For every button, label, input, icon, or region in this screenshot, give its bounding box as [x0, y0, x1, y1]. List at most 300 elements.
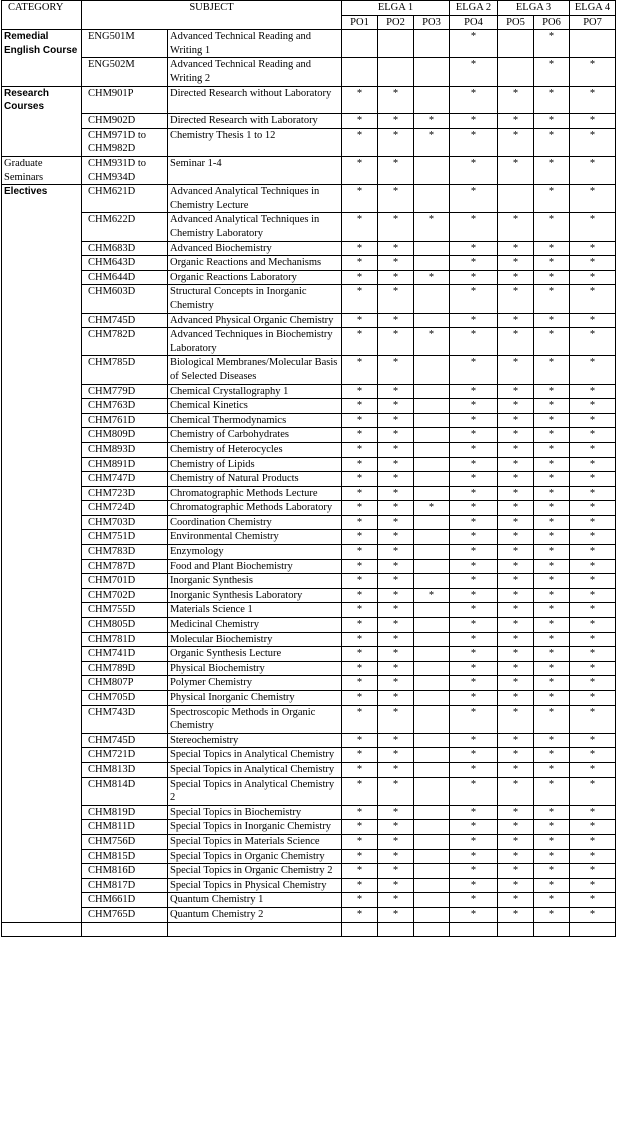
po3-mark	[414, 472, 450, 487]
po6-mark: *	[534, 58, 570, 86]
table-row	[2, 574, 616, 589]
po1-mark: *	[342, 661, 378, 676]
category-cell	[2, 413, 82, 428]
po1-mark: *	[342, 691, 378, 706]
category-cell	[2, 864, 82, 879]
po2-mark: *	[378, 442, 414, 457]
po6-mark: *	[534, 588, 570, 603]
po6-mark: *	[534, 501, 570, 516]
table-row	[2, 705, 616, 733]
po2-mark: *	[378, 705, 414, 733]
table-row	[2, 647, 616, 662]
category-cell	[2, 545, 82, 560]
po1-mark: *	[342, 748, 378, 763]
po7-mark: *	[570, 820, 616, 835]
category-cell	[2, 691, 82, 706]
table-row	[2, 285, 616, 313]
po3-mark: *	[414, 128, 450, 156]
course-title: Special Topics in Organic Chemistry 2	[168, 864, 342, 879]
po5-mark: *	[498, 603, 534, 618]
po3-mark	[414, 618, 450, 633]
po2-mark: *	[378, 472, 414, 487]
po3-mark	[414, 777, 450, 805]
po3-mark	[414, 285, 450, 313]
course-title: Advanced Technical Reading and Writing 1	[168, 30, 342, 58]
po5-mark: *	[498, 849, 534, 864]
po5-mark: *	[498, 748, 534, 763]
po2-mark: *	[378, 805, 414, 820]
po1-mark: *	[342, 530, 378, 545]
po4-mark: *	[450, 733, 498, 748]
po3-mark	[414, 878, 450, 893]
category-cell	[2, 328, 82, 356]
po5-mark: *	[498, 384, 534, 399]
po7-mark: *	[570, 588, 616, 603]
course-title: Spectroscopic Methods in Organic Chemistry	[168, 705, 342, 733]
category-cell	[2, 241, 82, 256]
po2-mark: *	[378, 849, 414, 864]
table-row	[2, 328, 616, 356]
course-title: Materials Science 1	[168, 603, 342, 618]
po5-mark: *	[498, 820, 534, 835]
po4-mark: *	[450, 356, 498, 384]
po4-mark: *	[450, 185, 498, 213]
po6-mark: *	[534, 834, 570, 849]
po5-mark: *	[498, 878, 534, 893]
course-code: CHM811D	[82, 820, 168, 835]
table-row	[2, 748, 616, 763]
course-title: Advanced Biochemistry	[168, 241, 342, 256]
po4-mark: *	[450, 114, 498, 129]
po4-mark: *	[450, 676, 498, 691]
header-po2: PO2	[378, 15, 414, 30]
category-cell	[2, 270, 82, 285]
course-code: CHM745D	[82, 313, 168, 328]
category-cell	[2, 384, 82, 399]
po7-mark: *	[570, 661, 616, 676]
category-cell	[2, 213, 82, 241]
po5-mark: *	[498, 907, 534, 922]
course-title: Advanced Analytical Techniques in Chemistry Laboratory	[168, 213, 342, 241]
empty-cell	[378, 922, 414, 936]
po2-mark: *	[378, 647, 414, 662]
category-cell	[2, 647, 82, 662]
table-row	[2, 356, 616, 384]
po3-mark	[414, 907, 450, 922]
po6-mark: *	[534, 893, 570, 908]
course-code: CHM765D	[82, 907, 168, 922]
po3-mark	[414, 313, 450, 328]
course-title: Environmental Chemistry	[168, 530, 342, 545]
course-code: CHM683D	[82, 241, 168, 256]
table-row	[2, 501, 616, 516]
category-cell	[2, 313, 82, 328]
po2-mark: *	[378, 86, 414, 114]
empty-cell	[82, 922, 168, 936]
empty-cell	[534, 922, 570, 936]
course-title: Structural Concepts in Inorganic Chemistry	[168, 285, 342, 313]
po7-mark: *	[570, 399, 616, 414]
course-code: CHM724D	[82, 501, 168, 516]
category-cell	[2, 632, 82, 647]
course-title: Chemistry of Natural Products	[168, 472, 342, 487]
category-cell	[2, 762, 82, 777]
course-title: Chromatographic Methods Laboratory	[168, 501, 342, 516]
category-cell	[2, 256, 82, 271]
po6-mark: *	[534, 878, 570, 893]
po1-mark: *	[342, 128, 378, 156]
po4-mark: *	[450, 313, 498, 328]
table-row	[2, 661, 616, 676]
po4-mark: *	[450, 820, 498, 835]
po1-mark: *	[342, 632, 378, 647]
table-row	[2, 632, 616, 647]
po4-mark: *	[450, 213, 498, 241]
po5-mark: *	[498, 805, 534, 820]
table-row	[2, 185, 616, 213]
po2-mark: *	[378, 285, 414, 313]
po5-mark: *	[498, 647, 534, 662]
po1-mark: *	[342, 442, 378, 457]
course-code: CHM603D	[82, 285, 168, 313]
po6-mark: *	[534, 30, 570, 58]
po7-mark: *	[570, 762, 616, 777]
po6-mark: *	[534, 733, 570, 748]
course-title: Special Topics in Analytical Chemistry	[168, 762, 342, 777]
po7-mark: *	[570, 256, 616, 271]
category-cell	[2, 748, 82, 763]
course-code: CHM644D	[82, 270, 168, 285]
po3-mark	[414, 157, 450, 185]
po3-mark	[414, 256, 450, 271]
po5-mark: *	[498, 893, 534, 908]
table-row	[2, 777, 616, 805]
po5-mark: *	[498, 574, 534, 589]
course-title: Advanced Analytical Techniques in Chemistry Lecture	[168, 185, 342, 213]
course-code: ENG502M	[82, 58, 168, 86]
category-cell	[2, 501, 82, 516]
header-elga-2: ELGA 2	[450, 1, 498, 16]
po5-mark: *	[498, 545, 534, 560]
po5-mark: *	[498, 356, 534, 384]
course-code: CHM701D	[82, 574, 168, 589]
course-code: CHM902D	[82, 114, 168, 129]
table-body	[2, 30, 616, 936]
category-cell	[2, 457, 82, 472]
po1-mark: *	[342, 157, 378, 185]
po7-mark: *	[570, 864, 616, 879]
po7-mark: *	[570, 285, 616, 313]
table-row	[2, 128, 616, 156]
po2-mark: *	[378, 559, 414, 574]
po1-mark: *	[342, 328, 378, 356]
header-po7: PO7	[570, 15, 616, 30]
table-row	[2, 486, 616, 501]
po5-mark: *	[498, 762, 534, 777]
category-cell	[2, 603, 82, 618]
po1-mark: *	[342, 413, 378, 428]
po5-mark: *	[498, 128, 534, 156]
course-title: Special Topics in Biochemistry	[168, 805, 342, 820]
category-cell	[2, 676, 82, 691]
po3-mark	[414, 356, 450, 384]
po1-mark: *	[342, 545, 378, 560]
po3-mark	[414, 748, 450, 763]
course-code: CHM747D	[82, 472, 168, 487]
po1-mark: *	[342, 820, 378, 835]
po5-mark: *	[498, 486, 534, 501]
po6-mark: *	[534, 849, 570, 864]
po1-mark: *	[342, 356, 378, 384]
po3-mark: *	[414, 588, 450, 603]
po1-mark	[342, 30, 378, 58]
po3-mark: *	[414, 501, 450, 516]
po2-mark: *	[378, 399, 414, 414]
po2-mark: *	[378, 128, 414, 156]
po7-mark: *	[570, 530, 616, 545]
table-row	[2, 472, 616, 487]
po1-mark: *	[342, 270, 378, 285]
table-row	[2, 530, 616, 545]
table-row	[2, 733, 616, 748]
po1-mark: *	[342, 114, 378, 129]
table-row	[2, 878, 616, 893]
category-cell	[2, 834, 82, 849]
category-cell	[2, 399, 82, 414]
course-title: Polymer Chemistry	[168, 676, 342, 691]
po1-mark: *	[342, 213, 378, 241]
po3-mark	[414, 893, 450, 908]
po1-mark: *	[342, 574, 378, 589]
po2-mark: *	[378, 328, 414, 356]
po5-mark	[498, 58, 534, 86]
po7-mark: *	[570, 128, 616, 156]
course-title: Chromatographic Methods Lecture	[168, 486, 342, 501]
po4-mark: *	[450, 805, 498, 820]
po1-mark: *	[342, 241, 378, 256]
po4-mark: *	[450, 30, 498, 58]
po3-mark: *	[414, 114, 450, 129]
po1-mark: *	[342, 588, 378, 603]
table-row	[2, 559, 616, 574]
po3-mark	[414, 632, 450, 647]
po4-mark: *	[450, 384, 498, 399]
po6-mark: *	[534, 356, 570, 384]
po7-mark: *	[570, 676, 616, 691]
po7-mark: *	[570, 86, 616, 114]
header-elga-1: ELGA 1	[342, 1, 450, 16]
po6-mark: *	[534, 820, 570, 835]
po5-mark: *	[498, 114, 534, 129]
empty-cell	[342, 922, 378, 936]
table-row	[2, 515, 616, 530]
po5-mark: *	[498, 313, 534, 328]
po2-mark: *	[378, 313, 414, 328]
course-code: CHM723D	[82, 486, 168, 501]
po4-mark: *	[450, 515, 498, 530]
po2-mark: *	[378, 157, 414, 185]
po4-mark: *	[450, 574, 498, 589]
po6-mark: *	[534, 285, 570, 313]
po7-mark: *	[570, 472, 616, 487]
po5-mark: *	[498, 241, 534, 256]
course-title: Biological Membranes/Molecular Basis of Selected Diseases	[168, 356, 342, 384]
po2-mark: *	[378, 588, 414, 603]
po7-mark: *	[570, 384, 616, 399]
course-title: Enzymology	[168, 545, 342, 560]
table-row	[2, 86, 616, 114]
po4-mark: *	[450, 457, 498, 472]
po4-mark: *	[450, 748, 498, 763]
po4-mark: *	[450, 647, 498, 662]
po7-mark: *	[570, 777, 616, 805]
table-row	[2, 457, 616, 472]
po3-mark	[414, 820, 450, 835]
course-title: Chemistry Thesis 1 to 12	[168, 128, 342, 156]
po6-mark: *	[534, 661, 570, 676]
po5-mark: *	[498, 457, 534, 472]
po4-mark: *	[450, 157, 498, 185]
po7-mark: *	[570, 413, 616, 428]
po7-mark: *	[570, 733, 616, 748]
po6-mark: *	[534, 270, 570, 285]
po2-mark: *	[378, 661, 414, 676]
po4-mark: *	[450, 691, 498, 706]
category-cell	[2, 574, 82, 589]
po2-mark: *	[378, 515, 414, 530]
course-title: Chemistry of Heterocycles	[168, 442, 342, 457]
po5-mark: *	[498, 285, 534, 313]
po4-mark: *	[450, 58, 498, 86]
po3-mark: *	[414, 270, 450, 285]
header-elga-3: ELGA 3	[498, 1, 570, 16]
po7-mark: *	[570, 157, 616, 185]
po5-mark: *	[498, 256, 534, 271]
po3-mark	[414, 705, 450, 733]
po6-mark: *	[534, 530, 570, 545]
po6-mark: *	[534, 907, 570, 922]
course-title: Special Topics in Analytical Chemistry	[168, 748, 342, 763]
po5-mark: *	[498, 705, 534, 733]
po3-mark	[414, 457, 450, 472]
po2-mark: *	[378, 384, 414, 399]
po4-mark: *	[450, 501, 498, 516]
course-title: Chemistry of Lipids	[168, 457, 342, 472]
table-row	[2, 603, 616, 618]
course-title: Seminar 1-4	[168, 157, 342, 185]
po2-mark: *	[378, 213, 414, 241]
course-title: Food and Plant Biochemistry	[168, 559, 342, 574]
po4-mark: *	[450, 428, 498, 443]
po6-mark: *	[534, 647, 570, 662]
po2-mark: *	[378, 486, 414, 501]
po6-mark: *	[534, 805, 570, 820]
po1-mark: *	[342, 762, 378, 777]
po1-mark: *	[342, 501, 378, 516]
header-subject: SUBJECT	[82, 1, 342, 30]
po3-mark	[414, 58, 450, 86]
course-code: CHM893D	[82, 442, 168, 457]
category-cell	[2, 661, 82, 676]
po2-mark: *	[378, 820, 414, 835]
po7-mark: *	[570, 691, 616, 706]
po3-mark	[414, 442, 450, 457]
po2-mark: *	[378, 114, 414, 129]
po2-mark: *	[378, 530, 414, 545]
po1-mark: *	[342, 457, 378, 472]
course-code: CHM817D	[82, 878, 168, 893]
course-code: CHM705D	[82, 691, 168, 706]
po7-mark: *	[570, 515, 616, 530]
po4-mark: *	[450, 86, 498, 114]
po2-mark: *	[378, 733, 414, 748]
po3-mark: *	[414, 213, 450, 241]
po4-mark: *	[450, 270, 498, 285]
po2-mark: *	[378, 748, 414, 763]
table-row	[2, 893, 616, 908]
po6-mark: *	[534, 413, 570, 428]
po4-mark: *	[450, 545, 498, 560]
table-row	[2, 588, 616, 603]
po4-mark: *	[450, 878, 498, 893]
table-row	[2, 384, 616, 399]
po6-mark: *	[534, 632, 570, 647]
po1-mark: *	[342, 313, 378, 328]
course-title: Medicinal Chemistry	[168, 618, 342, 633]
po5-mark: *	[498, 328, 534, 356]
po7-mark: *	[570, 356, 616, 384]
course-code: CHM809D	[82, 428, 168, 443]
course-title: Chemistry of Carbohydrates	[168, 428, 342, 443]
po3-mark	[414, 413, 450, 428]
course-code: CHM816D	[82, 864, 168, 879]
category-cell	[2, 114, 82, 129]
course-code: CHM971D to CHM982D	[82, 128, 168, 156]
po3-mark	[414, 241, 450, 256]
table-row	[2, 241, 616, 256]
table-row	[2, 399, 616, 414]
po5-mark: *	[498, 270, 534, 285]
table-row	[2, 157, 616, 185]
category-cell	[2, 777, 82, 805]
po2-mark: *	[378, 762, 414, 777]
po2-mark: *	[378, 834, 414, 849]
course-title: Directed Research with Laboratory	[168, 114, 342, 129]
po7-mark: *	[570, 618, 616, 633]
category-cell: Graduate Seminars	[2, 157, 82, 185]
po6-mark: *	[534, 185, 570, 213]
po1-mark: *	[342, 384, 378, 399]
po3-mark	[414, 603, 450, 618]
po5-mark: *	[498, 864, 534, 879]
table-row	[2, 820, 616, 835]
course-title: Coordination Chemistry	[168, 515, 342, 530]
course-po-table	[1, 0, 616, 937]
course-code: CHM785D	[82, 356, 168, 384]
course-title: Special Topics in Inorganic Chemistry	[168, 820, 342, 835]
po7-mark: *	[570, 241, 616, 256]
course-code: CHM761D	[82, 413, 168, 428]
po1-mark: *	[342, 399, 378, 414]
category-cell	[2, 128, 82, 156]
course-code: CHM781D	[82, 632, 168, 647]
course-code: CHM745D	[82, 733, 168, 748]
course-title: Special Topics in Organic Chemistry	[168, 849, 342, 864]
po6-mark: *	[534, 762, 570, 777]
po6-mark: *	[534, 399, 570, 414]
po5-mark: *	[498, 559, 534, 574]
category-cell	[2, 356, 82, 384]
